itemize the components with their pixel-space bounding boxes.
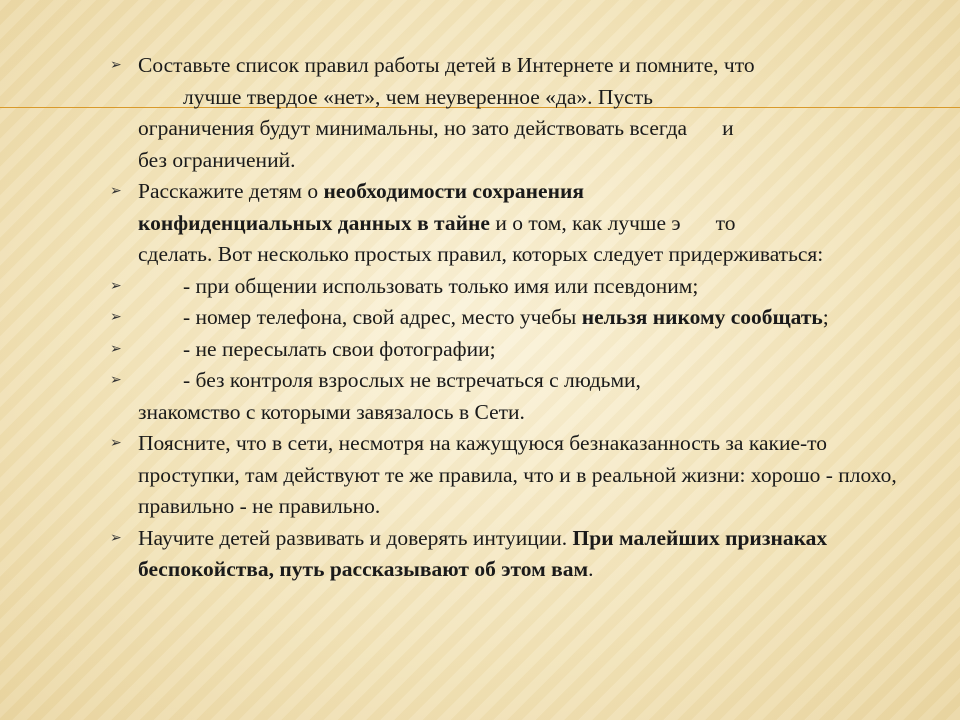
item-text: то bbox=[715, 210, 736, 235]
item-bold-text: необходимости сохранения bbox=[323, 179, 584, 203]
list-item bbox=[110, 302, 910, 334]
arrow-bullet-icon: ➢ bbox=[110, 58, 122, 73]
item-text: - при общении использовать только имя или псевдоним; bbox=[183, 273, 699, 298]
item-text: и о том, как лучше э bbox=[489, 210, 681, 235]
list-item bbox=[110, 365, 910, 428]
arrow-bullet-icon: ➢ bbox=[110, 530, 122, 546]
item-bold-text: конфиденциальных данных в тайне bbox=[138, 210, 490, 235]
item-text: - без контроля взрослых не встречаться с людьми, bbox=[183, 368, 641, 392]
item-text: - не пересылать свои фотографии; bbox=[183, 336, 496, 361]
item-text: и bbox=[722, 116, 734, 140]
item-text: ограничения будут минимальны, но зато действовать всегда bbox=[138, 116, 688, 140]
arrow-bullet-icon: ➢ bbox=[110, 278, 122, 294]
arrow-bullet-icon: ➢ bbox=[110, 184, 122, 199]
item-text: знакомство с которыми завязалось в Сети. bbox=[138, 399, 525, 424]
item-text: Составьте список правил работы детей в Интернете и помните, что bbox=[138, 53, 755, 77]
item-text: Поясните, что в сети, несмотря на кажущуюся безнаказанность за какие-то проступки, там действуют те же правила, что и в реальной жизни: хорошо - плохо, правильно - не правильно. bbox=[138, 431, 897, 518]
arrow-bullet-icon: ➢ bbox=[110, 341, 122, 357]
list-item bbox=[110, 334, 910, 366]
arrow-bullet-icon: ➢ bbox=[110, 373, 122, 388]
arrow-bullet-icon: ➢ bbox=[110, 436, 122, 451]
item-text: . bbox=[588, 557, 594, 581]
item-bold-text: При малейших признаках беспокойства, путь рассказывают об этом вам bbox=[138, 525, 828, 581]
list-item bbox=[110, 50, 910, 176]
item-text: без ограничений. bbox=[138, 147, 296, 172]
item-text: Научите детей развивать и доверять интуиции. bbox=[138, 525, 573, 550]
list-item bbox=[110, 176, 910, 271]
item-text: ; bbox=[822, 305, 829, 329]
item-text: лучше твердое «нет», чем неуверенное «да». Пусть bbox=[183, 84, 653, 109]
item-text: - номер телефона, свой адрес, место учебы bbox=[183, 305, 582, 329]
list-item bbox=[110, 271, 910, 303]
list-item bbox=[110, 523, 910, 586]
list-item bbox=[110, 428, 910, 523]
item-text: Расскажите детям о bbox=[138, 179, 324, 203]
item-bold-text: нельзя никому сообщать bbox=[581, 305, 823, 329]
arrow-bullet-icon: ➢ bbox=[110, 310, 122, 325]
item-text: сделать. Вот несколько простых правил, которых следует придерживаться: bbox=[138, 242, 824, 266]
bullet-list bbox=[110, 50, 910, 586]
